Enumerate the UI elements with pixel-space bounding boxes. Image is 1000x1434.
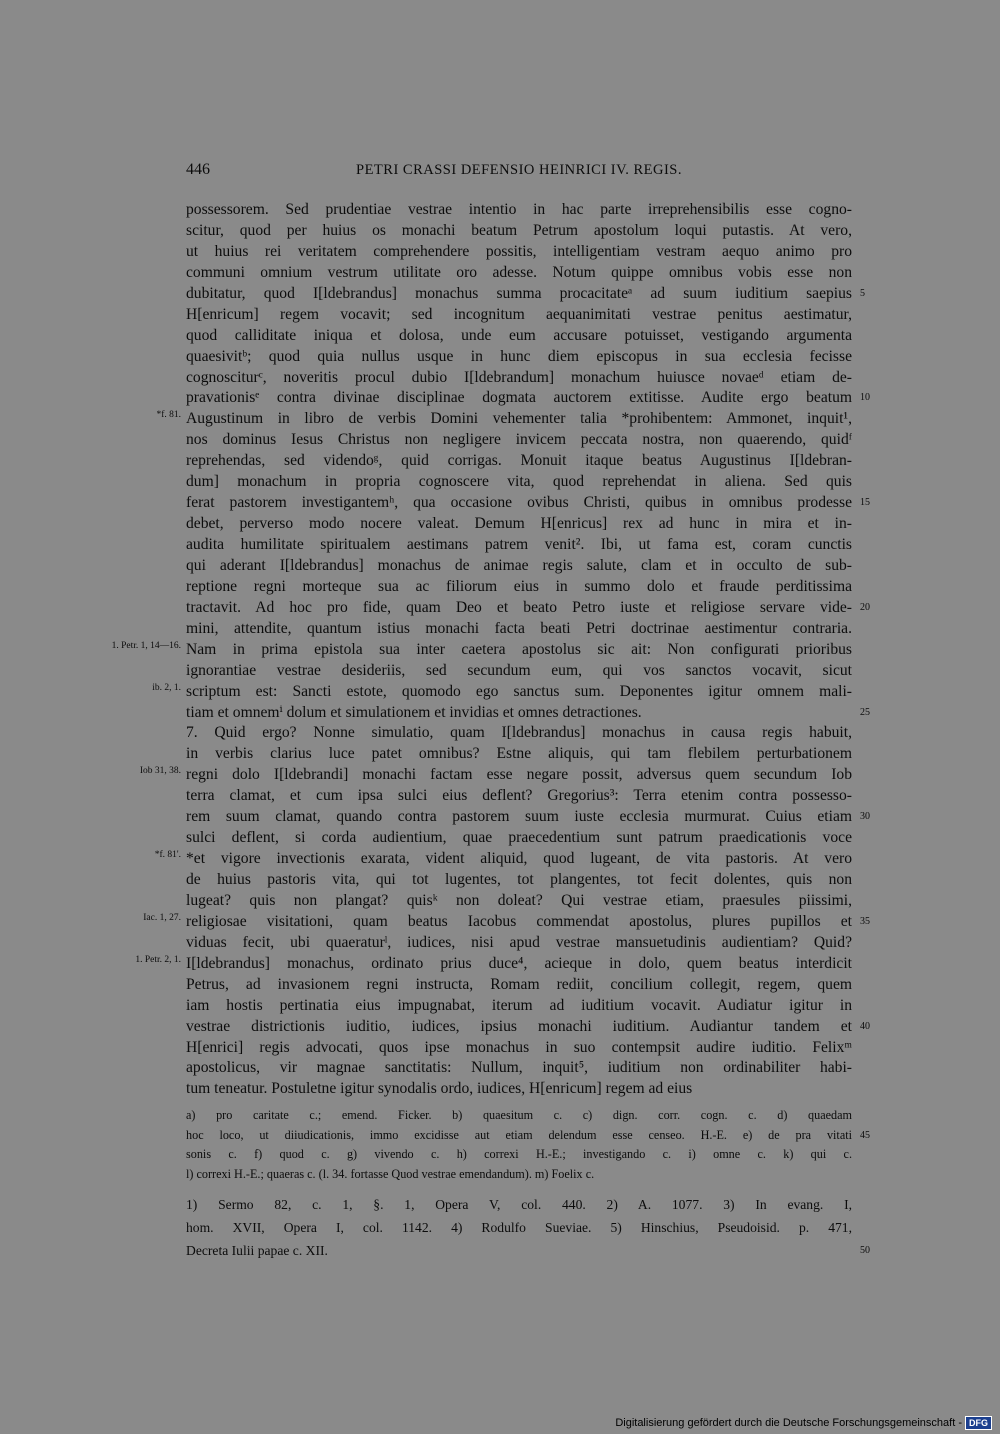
body-line-text: religiosae visitationi, quam beatus Iacobus commendat apostolus, plures pupillos et <box>186 912 852 930</box>
body-line <box>186 221 852 242</box>
body-line-text: ferat pastorem investigantemʰ, qua occasione ovibus Christi, quibus in omnibus prodesse <box>186 494 852 512</box>
body-line <box>186 807 870 828</box>
body-line <box>186 284 865 305</box>
body-line <box>186 1038 852 1059</box>
body-line-text: quod calliditate iniqua et dolosa, unde eum accusare potuisset, vestigando argumenta <box>186 326 852 344</box>
body-line <box>143 912 870 933</box>
body-line-text: viduas fecit, ubi quaeraturˡ, iudices, nisi apud vestrae mansuetudinis audientiam? Quid? <box>186 933 852 951</box>
body-line-text: dum] monachum in propria cognoscere vita, quod reprehendat in aliena. Sed quis <box>186 473 852 491</box>
body-line-text: Augustinum in libro de verbis Domini vehementer talia *prohibentem: Ammonet, inquit¹, <box>186 410 852 428</box>
body-line <box>186 828 852 849</box>
body-line <box>186 996 852 1017</box>
note-line-text: a) pro caritate c.; emend. Ficker. b) quaesitum c. c) dign. corr. cogn. c. d) quaedam <box>186 1108 852 1122</box>
main-text <box>111 200 870 1100</box>
body-line <box>186 619 852 640</box>
body-line-text: nos dominus Iesus Christus non negligere invicem peccata nostra, non quaerendo, quidᶠ <box>186 431 852 449</box>
footnote-line-text: Decreta Iulii papae c. XII. <box>186 1243 328 1258</box>
body-line <box>111 640 852 661</box>
line-number: 45 <box>860 1129 870 1141</box>
body-line <box>186 723 852 744</box>
body-line <box>186 472 852 493</box>
body-line <box>186 703 870 724</box>
body-line-text: audita humilitate spiritualem aestimans patrem venit². Ibi, ut fama est, coram cunctis <box>186 536 852 553</box>
body-line <box>186 305 852 326</box>
margin-reference: 1. Petr. 2, 1. <box>135 954 181 965</box>
dfg-logo: DFG <box>965 1416 992 1430</box>
body-line <box>186 263 852 284</box>
footnote-line-text: hom. XVII, Opera I, col. 1142. 4) Rodulfo Sueviae. 5) Hinschius, Pseudoisid. p. 471, <box>186 1220 852 1235</box>
body-line-text: ignorantiae vestrae desideriis, sed secundum eum, qui vos sanctos vocavit, sicut <box>186 661 852 679</box>
body-line <box>186 786 852 807</box>
margin-reference: ib. 2, 1. <box>152 682 181 693</box>
running-header <box>186 161 852 183</box>
body-line-text: sulci deflent, si corda audientium, quae praecedentium sunt patrum praedicationis voce <box>186 829 852 847</box>
body-line-text: Nam in prima epistola sua inter caetera apostolus sic ait: Non configurati prioribus <box>186 640 852 658</box>
body-line-text: tiam et omnemⁱ dolum et simulationem et invidias et omnes detractiones. <box>186 703 642 721</box>
line-number: 40 <box>860 1020 870 1032</box>
body-line-text: 7. Quid ergo? Nonne simulatio, quam I[ldebrandus] monachus in causa regis habuit, <box>186 724 852 742</box>
line-number: 30 <box>860 811 870 823</box>
body-line <box>152 682 852 703</box>
body-line-text: scriptum est: Sancti estote, quomodo ego sanctus sum. Deponentes igitur omnem mali- <box>186 682 852 700</box>
body-line-text: Petrus, ad invasionem regni instructa, Romam rediit, concilium collegit, regem, quem <box>186 975 852 993</box>
line-number: 25 <box>860 706 870 718</box>
page-number: 446 <box>186 161 210 178</box>
margin-reference: Iac. 1, 27. <box>143 912 181 923</box>
body-line <box>186 598 870 619</box>
body-line <box>186 535 852 556</box>
body-line-text: regni dolo I[ldebrandi] monachi factam esse negare possit, adversus quem secundum Iob <box>186 766 852 784</box>
body-line-text: qui aderant I[ldebrandus] monachus de animae regis salute, clam et in occulto de sub- <box>186 556 852 574</box>
critical-apparatus <box>186 1106 870 1184</box>
body-line-text: possessorem. Sed prudentiae vestrae intentio in hac parte irreprehensibilis esse cogno- <box>186 201 852 218</box>
body-line <box>186 577 852 598</box>
note-line-text: l) correxi H.-E.; quaeras c. (l. 34. fortasse Quod vestrae emendandum). m) Foelix c. <box>186 1166 595 1181</box>
footnote-line <box>186 1216 852 1239</box>
body-line <box>186 451 852 472</box>
banner-text: Digitalisierung gefördert durch die Deutsche Forschungsgemeinschaft - <box>615 1417 962 1429</box>
body-line <box>186 388 870 409</box>
line-number: 35 <box>860 915 870 927</box>
note-line-text: sonis c. f) quod c. g) vivendo c. h) correxi H.-E.; investigando c. i) omne c. k) qui c. <box>186 1147 852 1161</box>
line-number: 10 <box>860 392 870 404</box>
body-line <box>186 368 852 389</box>
margin-reference: *f. 81'. <box>154 850 181 861</box>
running-title: PETRI CRASSI DEFENSIO HEINRICI IV. REGIS. <box>356 162 682 178</box>
body-line-text: tractavit. Ad hoc pro fide, quam Deo et beato Petro iuste et religiose servare vide- <box>186 598 852 616</box>
margin-reference: *f. 81. <box>156 410 181 421</box>
body-line <box>186 1079 852 1100</box>
body-line-text: *et vigore invectionis exarata, vident aliquid, quod lugeant, de vita pastoris. At vero <box>186 850 852 868</box>
note-line <box>186 1106 852 1126</box>
margin-reference: Iob 31, 38. <box>139 766 181 777</box>
line-number: 50 <box>860 1245 870 1256</box>
footnote-line <box>186 1239 870 1262</box>
body-line-text: tum teneatur. Postuletne igitur synodalis ordo, iudices, H[enricum] regem ad eius <box>186 1080 693 1098</box>
body-line <box>186 870 852 891</box>
body-line-text: vestrae districtionis iuditio, iudices, ipsius monachi iuditium. Audiantur tandem et <box>186 1017 852 1035</box>
body-line-text: debet, perverso modo nocere valeat. Demum H[enricus] rex ad hunc in mira et in- <box>186 515 852 533</box>
body-line-text: rem suum clamat, quando contra pastorem suum iuste ecclesia murmurat. Cuius etiam <box>186 808 852 826</box>
footnote-line <box>186 1193 852 1216</box>
body-line-text: lugeat? quis non plangat? quisᵏ non doleat? Qui vestrae etiam, praesules piissimi, <box>186 891 852 909</box>
body-line-text: reptione regni morteque sua ac filiorum eius in summo dolo et fraude perditissima <box>186 577 852 595</box>
body-line <box>186 200 852 221</box>
body-line-text: de huius pastoris vita, qui tot lugentes, tot plangentes, tot fecit dolentes, quis non <box>186 871 852 888</box>
body-line-text: reprehendas, sed videndoᵍ, quid corrigas. Monuit itaque beatus Augustinus I[ldebran- <box>186 452 852 470</box>
line-number: 15 <box>860 497 870 509</box>
body-line <box>186 430 852 451</box>
body-line <box>186 975 852 996</box>
body-line <box>186 1017 870 1038</box>
body-line-text: cognosciturᶜ, noveritis procul dubio I[ldebrandum] monachum huiusce novaeᵈ etiam de- <box>186 368 852 386</box>
body-line <box>156 409 852 430</box>
body-line-text: mini, attendite, quantum istius monachi facta beati Petri doctrinae aestimentur contraria. <box>186 619 852 637</box>
body-line-text: H[enrici] regis advocati, quos ipse monachus in suo contempsit audire iuditio. Felixᵐ <box>186 1038 852 1056</box>
line-number: 5 <box>860 287 865 299</box>
body-line <box>186 744 852 765</box>
body-line-text: communi omnium vestrum utilitate oro adesse. Notum quippe omnibus vobis esse non <box>186 263 852 281</box>
body-line <box>186 891 852 912</box>
body-line-text: scitur, quod per huius os monachi beatum Petrum apostolum loqui putastis. At vero, <box>186 221 852 239</box>
body-line <box>186 242 852 263</box>
body-line-text: I[ldebrandus] monachus, ordinato prius duce⁴, acieque in dolo, quem beatus interdicit <box>186 954 852 972</box>
digitization-banner <box>615 1416 992 1430</box>
footnotes <box>186 1193 870 1262</box>
note-line <box>186 1126 870 1146</box>
body-line-text: ut huius rei veritatem comprehendere possitis, intelligentiam vestram aequo animo pro <box>186 242 852 260</box>
body-line-text: dubitatur, quod I[ldebrandus] monachus summa procacitateᵃ ad suum iuditium saepius <box>186 284 852 302</box>
body-line <box>135 954 852 975</box>
body-line-text: terra clamat, et cum ipsa sulci eius deflent? Gregorius³: Terra etenim contra possesso- <box>186 787 852 805</box>
margin-reference: 1. Petr. 1, 14—16. <box>111 640 181 651</box>
body-line <box>139 765 852 786</box>
body-line <box>186 661 852 682</box>
note-line <box>186 1165 852 1185</box>
body-line <box>154 849 852 870</box>
body-line-text: quaesivitᵇ; quod quia nullus usque in hunc diem episcopus in sua ecclesia fecisse <box>186 347 852 365</box>
body-line <box>186 1058 852 1079</box>
note-line-text: hoc loco, ut diiudicationis, immo excidisse aut etiam delendum esse censeo. H.-E. e) de pra vitati <box>186 1127 852 1142</box>
body-line <box>186 326 852 347</box>
body-line-text: pravationisᵉ contra divinae disciplinae dogmata auctorem extitisse. Audite ergo beatum <box>186 389 852 407</box>
body-line <box>186 556 852 577</box>
body-line <box>186 514 852 535</box>
body-line-text: apostolicus, vir magnae sanctitatis: Nullum, inquit⁵, iuditium non ordinabiliter habi- <box>186 1059 852 1077</box>
body-line-text: iam hostis pertinatia eius impugnabat, iterum ad iuditium vocavit. Audiatur igitur in <box>186 996 852 1014</box>
body-line <box>186 493 870 514</box>
footnote-line-text: 1) Sermo 82, c. 1, §. 1, Opera V, col. 440. 2) A. 1077. 3) In evang. I, <box>186 1197 852 1212</box>
body-line <box>186 347 852 368</box>
body-line <box>186 933 852 954</box>
line-number: 20 <box>860 601 870 613</box>
body-line-text: in verbis clarius luce patet omnibus? Estne aliquis, qui tam flebilem perturbationem <box>186 745 852 763</box>
note-line <box>186 1145 852 1165</box>
body-line-text: H[enricum] regem vocavit; sed incognitum aequanimitati vestrae penitus aestimatur, <box>186 305 852 323</box>
